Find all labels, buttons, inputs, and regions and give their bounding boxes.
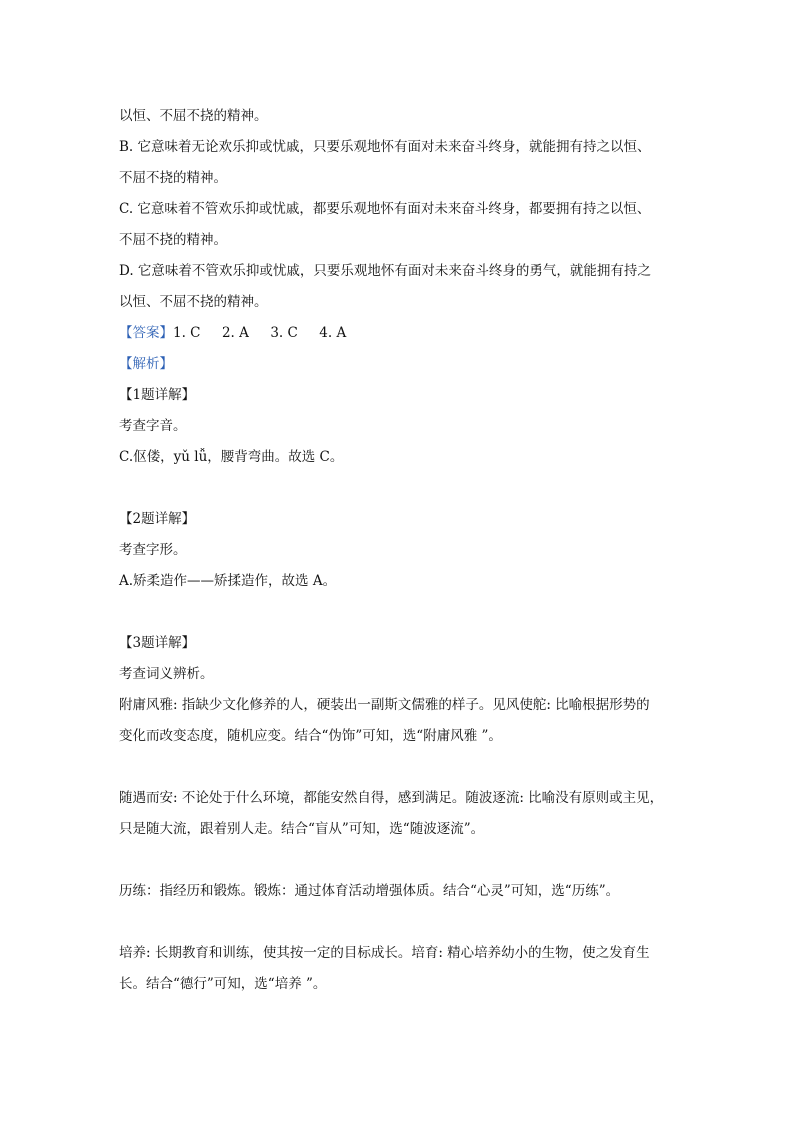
analysis-line xyxy=(119,349,679,380)
option-b: B. 它意味着无论欢乐抑或忧戚，只要乐观地怀有面对未来奋斗终身，就能拥有持之以恒、 xyxy=(119,139,651,155)
spacer xyxy=(119,752,679,783)
q3-line: 考查词义辨析。 xyxy=(119,666,214,682)
answer-line xyxy=(119,318,679,349)
answer-label: 【答案】 xyxy=(119,325,173,341)
option-d-continuation: 以恒、不屈不挠的精神。 xyxy=(119,294,268,310)
spacer xyxy=(119,845,679,876)
q2-heading: 【2题详解】 xyxy=(119,511,196,527)
q3-paragraph-line: 只是随大流，跟着别人走。结合“盲从”可知，选“随波逐流”。 xyxy=(119,821,485,837)
q2-line: 考查字形。 xyxy=(119,542,187,558)
document-content xyxy=(119,101,679,1000)
q3-paragraph-line: 培养: 长期教育和训练，使其按一定的目标成长。培育: 精心培养幼小的生物，使之发育生 xyxy=(119,945,650,961)
spacer xyxy=(119,473,679,504)
q3-paragraph-line: 长。结合“德行”可知，选“培养 ”。 xyxy=(119,976,327,992)
q3-line: 变化而改变态度，随机应变。结合“伪饰”可知，选“附庸风雅 ”。 xyxy=(119,728,502,744)
q3-paragraph-line: 历练：指经历和锻炼。锻炼：通过体育活动增强体质。结合“心灵”可知，选“历练”。 xyxy=(119,883,620,899)
q1-line: 考查字音。 xyxy=(119,418,187,434)
option-b-continuation: 不屈不挠的精神。 xyxy=(119,170,227,186)
q3-paragraph-line: 随遇而安: 不论处于什么环境，都能安然自得，感到满足。随波逐流: 比喻没有原则或主见， xyxy=(119,790,664,806)
spacer xyxy=(119,597,679,628)
option-c-continuation: 不屈不挠的精神。 xyxy=(119,232,227,248)
q3-line: 附庸风雅: 指缺少文化修养的人，硬装出一副斯文儒雅的样子。见风使舵: 比喻根据形势的 xyxy=(119,697,650,713)
q1-line: C.伛偻，yǔ lǚ，腰背弯曲。故选 C。 xyxy=(119,449,344,465)
analysis-label: 【解析】 xyxy=(119,356,173,372)
option-d: D. 它意味着不管欢乐抑或忧戚，只要乐观地怀有面对未来奋斗终身的勇气，就能拥有持之 xyxy=(119,263,651,279)
answer-text: 1. C 2. A 3. C 4. A xyxy=(173,325,347,341)
option-c: C. 它意味着不管欢乐抑或忧戚，都要乐观地怀有面对未来奋斗终身，都要拥有持之以恒、 xyxy=(119,201,651,217)
spacer xyxy=(119,907,679,938)
q3-heading: 【3题详解】 xyxy=(119,635,196,651)
option-a-continuation: 以恒、不屈不挠的精神。 xyxy=(119,108,268,124)
q1-heading: 【1题详解】 xyxy=(119,387,196,403)
q2-line: A.矫柔造作——矫揉造作，故选 A。 xyxy=(119,573,337,589)
